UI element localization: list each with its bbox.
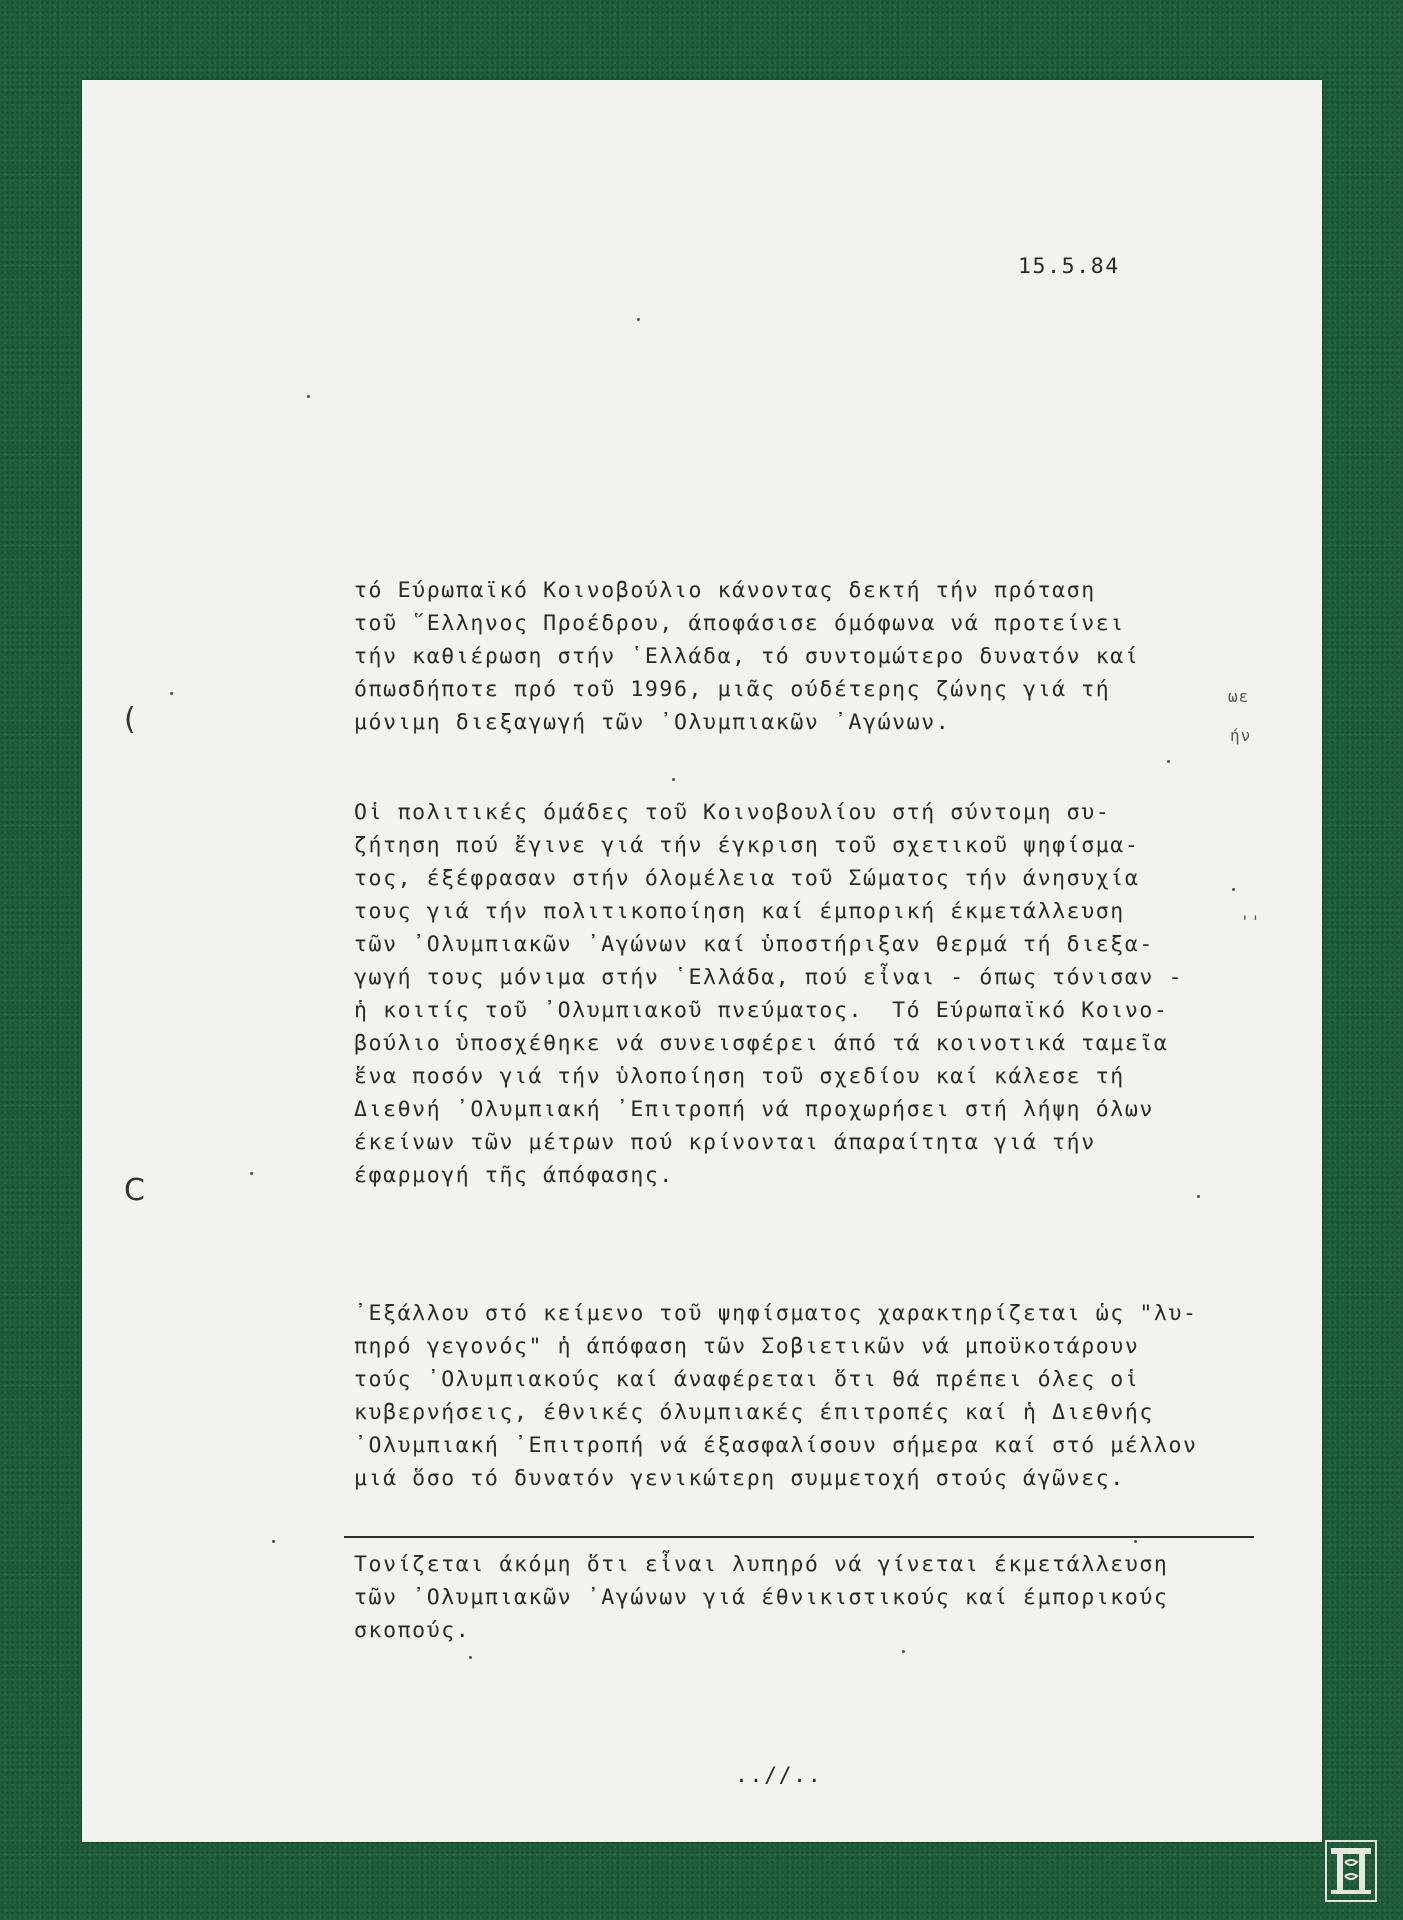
- text-line: ᾿Εξάλλου στό κείμενο τοῦ ψηφίσματος χαρακτηρίζεται ὡς "λυ-: [354, 1301, 1198, 1326]
- text-line: τό Εύρωπαϊκό Κοινοβούλιο κάνοντας δεκτή τήν πρόταση: [354, 578, 1096, 603]
- text-line: τῶν ᾿Ολυμπιακῶν ᾿Αγώνων καί ὑποστήριξαν θερμά τή διεξα-: [354, 932, 1154, 957]
- text-line: Διεθνή ᾿Ολυμπιακή ᾿Επιτροπή νά προχωρήσει στή λήψη όλων: [354, 1097, 1154, 1122]
- text-line: Οἱ πολιτικές όμάδες τοῦ Κοινοβουλίου στή σύντομη συ-: [354, 800, 1111, 825]
- text-line: ζήτηση πού ἔγινε γιά τήν έγκριση τοῦ σχετικοῦ ψηφίσμα-: [354, 833, 1140, 858]
- paragraph-2: [354, 796, 1314, 1192]
- punch-hole-mark: (: [124, 702, 136, 737]
- paragraph-4: [354, 1548, 1314, 1647]
- text-line: Τονίζεται άκόμη ὅτι εἶναι λυπηρό νά γίνεται έκμετάλλευση: [354, 1552, 1169, 1577]
- text-line: ἡ κοιτίς τοῦ ᾿Ολυμπιακοῦ πνεύματος. Τό Εύρωπαϊκό Κοινο-: [354, 998, 1169, 1023]
- text-line: τήν καθιέρωση στήν ῾Ελλάδα, τό συντομώτερο δυνατόν καί: [354, 644, 1140, 669]
- page-continuation-marker: ..//..: [735, 1763, 823, 1788]
- text-line: κυβερνήσεις, έθνικές όλυμπιακές έπιτροπές καί ἡ Διεθνής: [354, 1400, 1154, 1425]
- text-line: ᾿Ολυμπιακή ᾿Επιτροπή νά έξασφαλίσουν σήμερα καί στό μέλλον: [354, 1433, 1198, 1458]
- text-line: έφαρμογή τῆς άπόφασης.: [354, 1163, 674, 1188]
- punch-hole-mark: C: [124, 1173, 145, 1208]
- text-line: τούς ᾿Ολυμπιακούς καί άναφέρεται ὅτι θά πρέπει όλες οἱ: [354, 1367, 1140, 1392]
- text-line: μόνιμη διεξαγωγή τῶν ᾿Ολυμπιακῶν ᾿Αγώνων.: [354, 710, 951, 735]
- margin-note: '': [1240, 912, 1262, 931]
- text-line: γωγή τους μόνιμα στήν ῾Ελλάδα, πού εἶναι - όπως τόνισαν -: [354, 965, 1184, 990]
- text-line: τος, έξέφρασαν στήν όλομέλεια τοῦ Σώματος τήν άνησυχία: [354, 866, 1140, 891]
- text-line: έκείνων τῶν μέτρων πού κρίνονται άπαραίτητα γιά τήν: [354, 1130, 1096, 1155]
- text-line: μιά ὅσο τό δυνατόν γενικώτερη συμμετοχή στούς άγῶνες.: [354, 1466, 1125, 1491]
- margin-note: ήν: [1230, 726, 1252, 745]
- document-date: 15.5.84: [1018, 254, 1120, 279]
- text-line: τῶν ᾿Ολυμπιακῶν ᾿Αγώνων γιά έθνικιστικούς καί έμπορικούς: [354, 1585, 1169, 1610]
- text-line: όπωσδήποτε πρό τοῦ 1996, μιᾶς ούδέτερης ζώνης γιά τή: [354, 677, 1111, 702]
- paragraph-1: [354, 574, 1314, 739]
- text-line: πηρό γεγονός" ἡ άπόφαση τῶν Σοβιετικῶν νά μποϋκοτάρουν: [354, 1334, 1140, 1359]
- text-line: σκοπούς.: [354, 1618, 471, 1643]
- section-divider: [344, 1536, 1254, 1538]
- document-page: [82, 80, 1322, 1842]
- margin-note: ωε: [1228, 687, 1250, 706]
- text-line: ἕνα ποσόν γιά τήν ὑλοποίηση τοῦ σχεδίου καί κάλεσε τή: [354, 1064, 1125, 1089]
- text-line: τοῦ ῞Ελληνος Προέδρου, άποφάσισε όμόφωνα νά προτείνει: [354, 611, 1125, 636]
- paragraph-3: [354, 1297, 1314, 1495]
- text-line: βούλιο ὑποσχέθηκε νά συνεισφέρει άπό τά κοινοτικά ταμεῖα: [354, 1031, 1169, 1056]
- text-line: τους γιά τήν πολιτικοποίηση καί έμπορική έκμετάλλευση: [354, 899, 1125, 924]
- archive-logo-icon: [1325, 1840, 1377, 1902]
